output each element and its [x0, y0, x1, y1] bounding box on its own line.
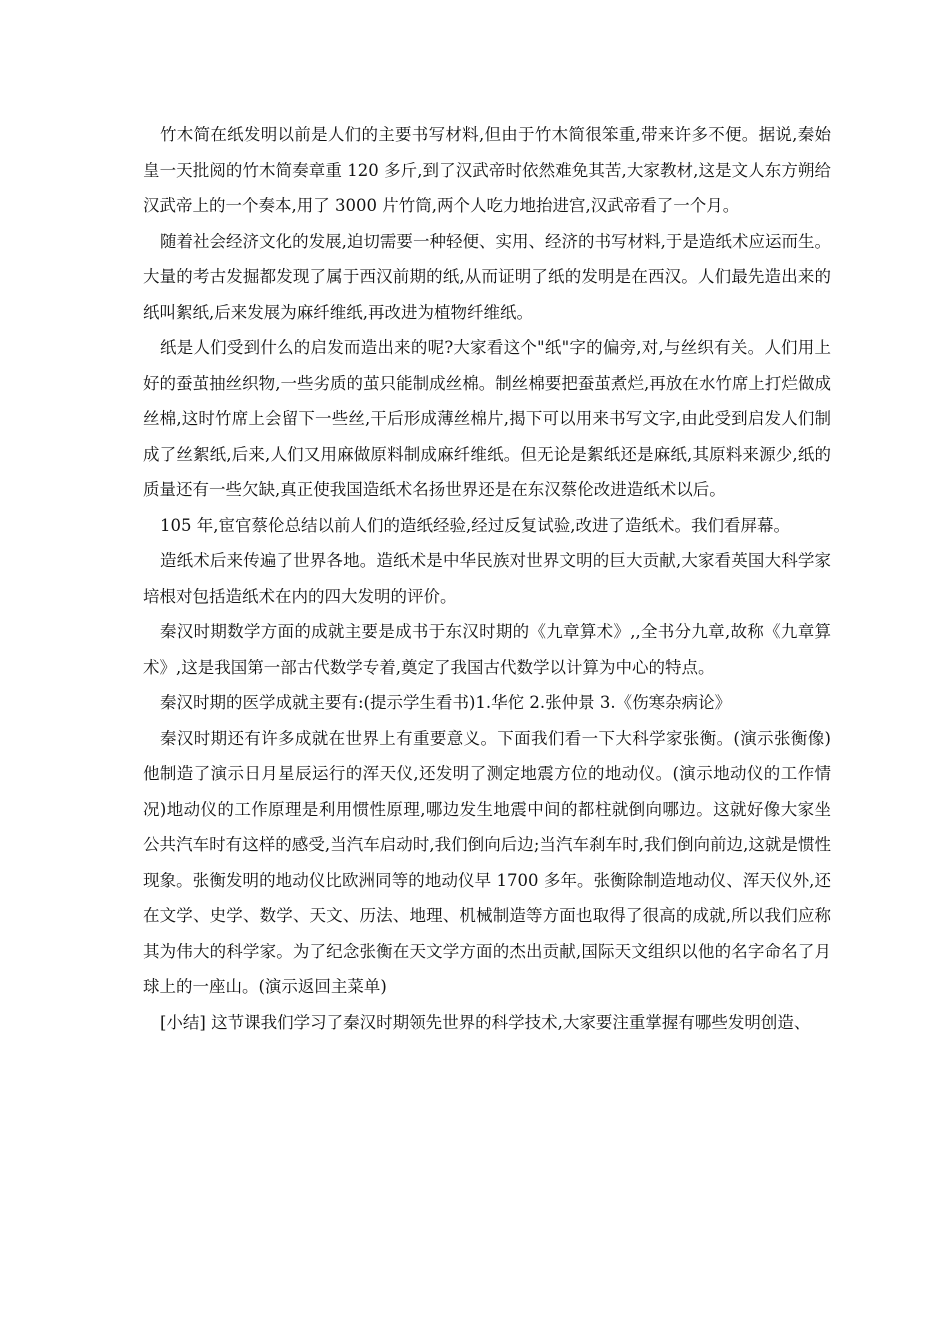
paragraph-zhang-heng: 秦汉时期还有许多成就在世界上有重要意义。下面我们看一下大科学家张衡。(演示张衡像)他制造了演示日月星辰运行的浑天仪,还发明了测定地震方位的地动仪。(演示地动仪的工作情况)地动仪的工作原理是利用惯性原理,哪边发生地震中间的都柱就倒向哪边。这就好像大家坐公共汽车时有这样的感受,当汽车启动时,我们倒向后边;当汽车刹车时,我们倒向前边,这就是惯性现象。张衡发明的地动仪比欧洲同等的地动仪早 1700 多年。张衡除制造地动仪、浑天仪外,还在文学、史学、数学、天文、历法、地理、机械制造等方面也取得了很高的成就,所以我们应称其为伟大的科学家。为了纪念张衡在天文学方面的杰出贡献,国际天文组织以他的名字命名了月球上的一座山。(演示返回主菜单): [143, 728, 831, 996]
paragraph-silk-inspiration: 纸是人们受到什么的启发而造出来的呢?大家看这个"纸"字的偏旁,对,与丝织有关。人们用上好的蚕茧抽丝织物,一些劣质的茧只能制成丝棉。制丝棉要把蚕茧煮烂,再放在水竹席上打烂做成丝棉,这时竹席上会留下一些丝,干后形成薄丝棉片,揭下可以用来书写文字,由此受到启发人们制成了丝絮纸,后来,人们又用麻做原料制成麻纤维纸。但无论是絮纸还是麻纸,其原料来源少,纸的质量还有一些欠缺,真正使我国造纸术名扬世界还是在东汉蔡伦改进造纸术以后。: [143, 338, 831, 499]
paragraph-papermaking-spread: 造纸术后来传遍了世界各地。造纸术是中华民族对世界文明的巨大贡献,大家看英国大科学家培根对包括造纸术在内的四大发明的评价。: [143, 551, 831, 606]
paragraph-bamboo-slips: 竹木简在纸发明以前是人们的主要书写材料,但由于竹木简很笨重,带来许多不便。据说,秦始皇一天批阅的竹木简奏章重 120 多斤,到了汉武帝时依然难免其苦,大家教材,这是文人东方朔给汉武帝上的一个奏本,用了 3000 片竹筒,两个人吃力地抬进宫,汉武帝看了一个月。: [143, 125, 831, 215]
paragraph-papermaking-origin: 随着社会经济文化的发展,迫切需要一种轻便、实用、经济的书写材料,于是造纸术应运而生。大量的考古发掘都发现了属于西汉前期的纸,从而证明了纸的发明是在西汉。人们最先造出来的纸叫絮纸,后来发展为麻纤维纸,再改进为植物纤维纸。: [143, 231, 831, 322]
paragraph-medicine: 秦汉时期的医学成就主要有:(提示学生看书)1.华佗 2.张仲景 3.《伤寒杂病论》: [160, 693, 732, 712]
document-body: [143, 117, 831, 1040]
paragraph-summary: [小结] 这节课我们学习了秦汉时期领先世界的科学技术,大家要注重掌握有哪些发明创造、: [160, 1012, 811, 1032]
paragraph-cai-lun: 105 年,宦官蔡伦总结以前人们的造纸经验,经过反复试验,改进了造纸术。我们看屏幕。: [160, 515, 790, 535]
paragraph-mathematics: 秦汉时期数学方面的成就主要是成书于东汉时期的《九章算术》,,全书分九章,故称《九章算术》,这是我国第一部古代数学专着,奠定了我国古代数学以计算为中心的特点。: [143, 622, 831, 677]
